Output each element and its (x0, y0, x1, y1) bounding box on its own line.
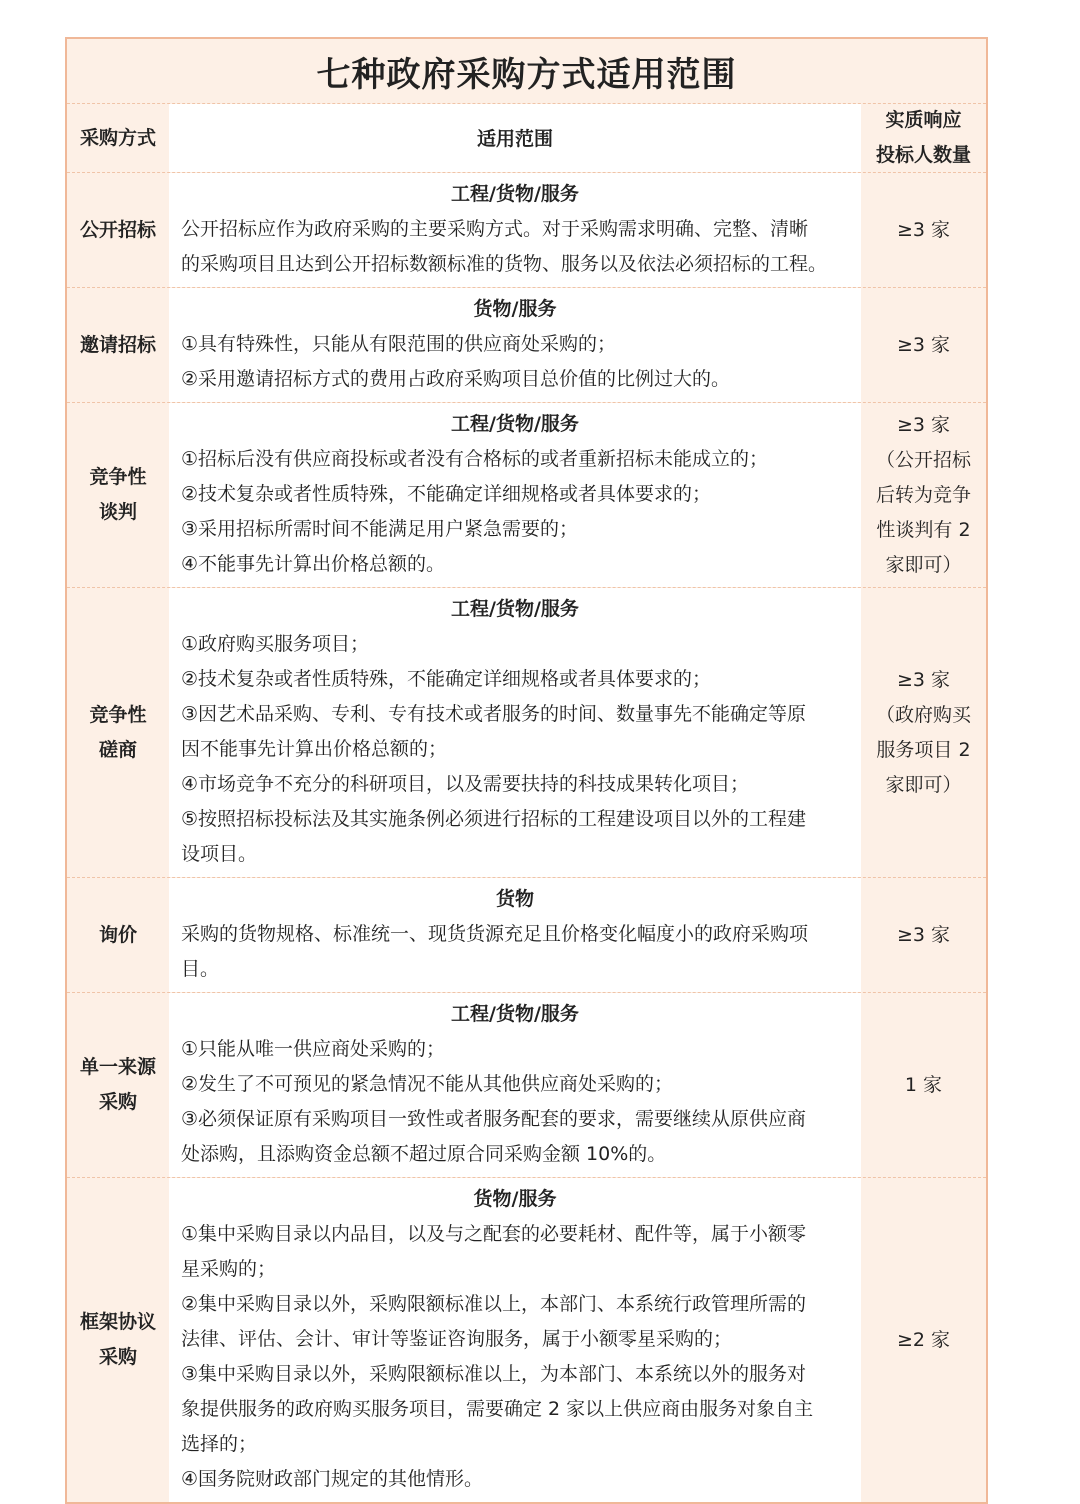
method-name: 竞争性 (89, 703, 147, 726)
method-name: 磋商 (98, 738, 137, 761)
method-cell (67, 993, 169, 1177)
method-name: 谈判 (98, 501, 137, 523)
scope-category: 工程/货物/服务 (451, 598, 579, 620)
bidder-count: 家即可） (885, 553, 962, 576)
scope-line: ②发生了不可预见的紧急情况不能从其他供应商处采购的； (181, 1073, 674, 1095)
scope-cell (169, 173, 861, 287)
qty-cell (861, 878, 986, 992)
header-row (67, 104, 986, 173)
bidder-count: ≥3 家 (896, 668, 951, 691)
table-row (67, 288, 986, 403)
scope-category: 工程/货物/服务 (451, 183, 579, 205)
scope-line: 象提供服务的政府购买服务项目，需要确定 2 家以上供应商由服务对象自主 (181, 1398, 814, 1420)
method-name: 邀请招标 (79, 333, 156, 356)
header-method: 采购方式 (67, 104, 169, 172)
method-name: 采购 (98, 1091, 137, 1113)
table-row (67, 173, 986, 288)
bidder-count: ≥3 家 (896, 218, 951, 241)
scope-cell (169, 878, 861, 992)
scope-cell (169, 588, 861, 877)
scope-line: ④市场竞争不充分的科研项目，以及需要扶持的科技成果转化项目； (181, 773, 750, 795)
scope-category: 货物 (495, 888, 534, 910)
table-row (67, 878, 986, 993)
scope-line: 星采购的； (181, 1258, 277, 1280)
scope-line: 公开招标应作为政府采购的主要采购方式。对于采购需求明确、完整、清晰 (181, 218, 809, 240)
bidder-count: ≥3 家 (896, 413, 951, 436)
scope-line: 因不能事先计算出价格总额的； (181, 738, 448, 760)
header-qty-line: 实质响应 (885, 109, 962, 131)
scope-cell (169, 1178, 861, 1502)
scope-line: ②采用邀请招标方式的费用占政府采购项目总价值的比例过大的。 (181, 368, 731, 390)
scope-category: 工程/货物/服务 (451, 413, 579, 435)
method-cell (67, 173, 169, 287)
bidder-count: ≥3 家 (896, 923, 951, 946)
scope-line: ④不能事先计算出价格总额的。 (181, 553, 446, 575)
method-name: 询价 (98, 923, 137, 946)
qty-cell (861, 993, 986, 1177)
method-cell (67, 588, 169, 877)
method-name: 采购 (98, 1346, 137, 1368)
scope-category: 工程/货物/服务 (451, 1003, 579, 1025)
table-row (67, 993, 986, 1178)
table-row (67, 403, 986, 588)
scope-line: 设项目。 (181, 843, 258, 865)
bidder-count: ≥3 家 (896, 333, 951, 356)
method-cell (67, 288, 169, 402)
method-name: 竞争性 (89, 466, 147, 488)
scope-line: ①招标后没有供应商投标或者没有合格标的或者重新招标未能成立的； (181, 448, 769, 470)
scope-line: ④国务院财政部门规定的其他情形。 (181, 1468, 484, 1490)
bidder-count: （公开招标 (875, 448, 971, 471)
method-name: 公开招标 (79, 218, 156, 241)
method-cell (67, 403, 169, 587)
bidder-count: 性谈判有 2 (876, 518, 971, 541)
scope-line: 采购的货物规格、标准统一、现货货源充足且价格变化幅度小的政府采购项 (181, 923, 809, 945)
qty-cell (861, 1178, 986, 1502)
table-row (67, 588, 986, 878)
scope-line: ①集中采购目录以内品目，以及与之配套的必要耗材、配件等，属于小额零 (181, 1223, 807, 1245)
scope-category: 货物/服务 (473, 1188, 557, 1210)
scope-line: 目。 (181, 958, 220, 980)
scope-cell (169, 993, 861, 1177)
header-scope: 适用范围 (169, 104, 861, 172)
bidder-count: 1 家 (904, 1073, 943, 1096)
bidder-count: 服务项目 2 (876, 738, 971, 761)
scope-line: ①政府购买服务项目； (181, 633, 370, 655)
qty-cell (861, 173, 986, 287)
scope-line: ②技术复杂或者性质特殊，不能确定详细规格或者具体要求的； (181, 483, 712, 505)
method-name: 单一来源 (79, 1056, 156, 1078)
qty-cell (861, 403, 986, 587)
scope-line: 选择的； (181, 1433, 258, 1455)
scope-category: 货物/服务 (473, 298, 557, 320)
qty-cell (861, 288, 986, 402)
scope-line: ③集中采购目录以外，采购限额标准以上，为本部门、本系统以外的服务对 (181, 1363, 807, 1385)
procurement-table (65, 37, 988, 1504)
scope-cell (169, 403, 861, 587)
scope-line: ①具有特殊性，只能从有限范围的供应商处采购的； (181, 333, 617, 355)
bidder-count: ≥2 家 (896, 1328, 951, 1351)
scope-line: ⑤按照招标投标法及其实施条例必须进行招标的工程建设项目以外的工程建 (181, 808, 807, 830)
scope-line: ③因艺术品采购、专利、专有技术或者服务的时间、数量事先不能确定等原 (181, 703, 807, 725)
table-row (67, 1178, 986, 1502)
method-name: 框架协议 (79, 1311, 156, 1333)
scope-line: 处添购，且添购资金总额不超过原合同采购金额 10%的。 (181, 1143, 667, 1165)
bidder-count: 后转为竞争 (875, 483, 971, 506)
scope-cell (169, 288, 861, 402)
header-qty-line: 投标人数量 (875, 144, 971, 166)
bidder-count: （政府购买 (875, 703, 971, 726)
scope-line: 法律、评估、会计、审计等鉴证咨询服务，属于小额零星采购的； (181, 1328, 733, 1350)
method-cell (67, 1178, 169, 1502)
header-qty (861, 104, 986, 172)
scope-line: ②技术复杂或者性质特殊，不能确定详细规格或者具体要求的； (181, 668, 712, 690)
scope-line: ③必须保证原有采购项目一致性或者服务配套的要求，需要继续从原供应商 (181, 1108, 807, 1130)
qty-cell (861, 588, 986, 877)
method-cell (67, 878, 169, 992)
scope-line: ③采用招标所需时间不能满足用户紧急需要的； (181, 518, 579, 540)
page-title: 七种政府采购方式适用范围 (67, 39, 986, 104)
scope-line: ②集中采购目录以外，采购限额标准以上，本部门、本系统行政管理所需的 (181, 1293, 807, 1315)
bidder-count: 家即可） (885, 773, 962, 796)
scope-line: ①只能从唯一供应商处采购的； (181, 1038, 446, 1060)
scope-line: 的采购项目且达到公开招标数额标准的货物、服务以及依法必须招标的工程。 (181, 253, 828, 275)
